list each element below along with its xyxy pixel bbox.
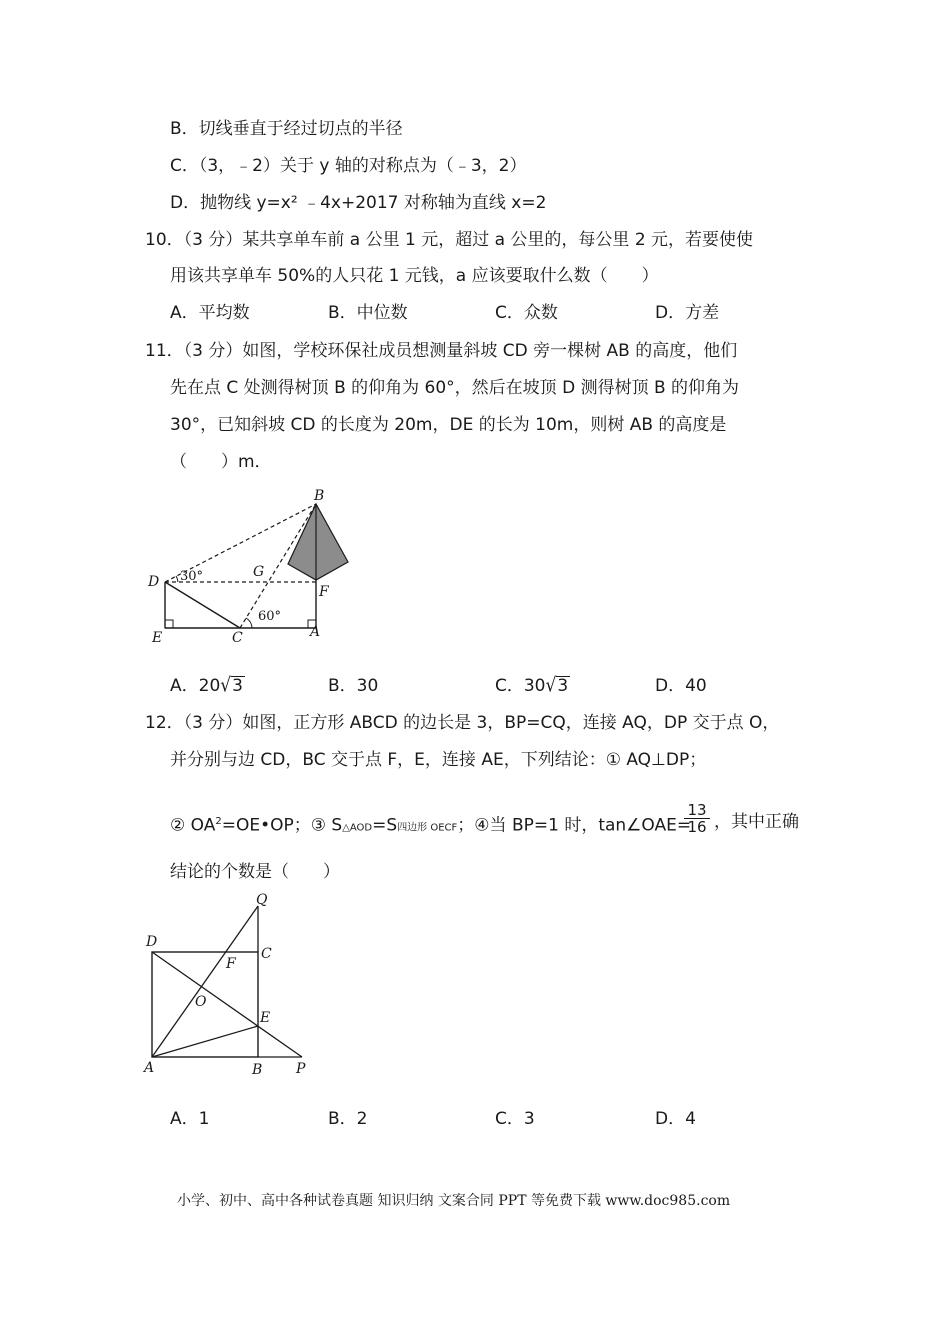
q12-subscript-aod: △AOD xyxy=(342,822,373,834)
sqrt-icon: √ xyxy=(220,674,232,698)
q11-label-a: A xyxy=(310,624,321,640)
q11-option-c-radicand: 3 xyxy=(557,676,569,696)
q11-figure-slope-tree xyxy=(140,482,370,652)
q11-option-b: B．30 xyxy=(328,676,379,696)
q12-label-f: F xyxy=(226,956,236,972)
q12-stem-line2: 并分别与边 CD，BC 交于点 F，E，连接 AE，下列结论：① AQ⊥DP； xyxy=(170,750,707,770)
q12-label-b: B xyxy=(252,1062,263,1078)
page-footer: 小学、初中、高中各种试卷真题 知识归纳 文案合同 PPT 等免费下载 www.doc985.com xyxy=(177,1193,731,1209)
q12-conclusion-2-rest: =OE•OP；③ S xyxy=(221,815,343,836)
q9-option-b: B．切线垂直于经过切点的半径 xyxy=(170,119,403,139)
q12-fraction-numerator: 13 xyxy=(687,801,707,819)
q12-label-p: P xyxy=(296,1061,306,1077)
q10-option-c: C．众数 xyxy=(495,303,558,323)
q10-stem-line2: 用该共享单车 50%的人只花 1 元钱，a 应该要取什么数（ ） xyxy=(170,266,659,286)
q12-conclusion-3-mid: =S xyxy=(372,815,398,836)
q12-figure-square xyxy=(140,888,320,1083)
q12-label-c: C xyxy=(261,946,272,962)
q11-option-a-radicand: 3 xyxy=(232,676,243,696)
q11-label-c: C xyxy=(232,630,243,646)
q9-option-c: C．（3，﹣2）关于 y 轴的对称点为（﹣3，2） xyxy=(170,156,527,176)
q9-option-d: D．抛物线 y=x² ﹣4x+2017 对称轴为直线 x=2 xyxy=(170,193,547,213)
q10-option-b: B．中位数 xyxy=(328,303,408,323)
q12-stem-line3 xyxy=(170,811,691,840)
q12-conclusion-4: ；④当 BP=1 时，tan∠OAE= xyxy=(457,815,692,836)
q12-label-e: E xyxy=(260,1010,271,1026)
q11-label-e: E xyxy=(152,630,163,646)
q12-option-d: D．4 xyxy=(655,1109,696,1129)
q12-subscript-oecf: 四边形 OECF xyxy=(397,822,458,834)
q11-label-d: D xyxy=(148,574,160,590)
q11-stem-line2: 先在点 C 处测得树顶 B 的仰角为 60°，然后在坡顶 D 测得树顶 B 的仰角为 xyxy=(170,378,740,398)
q12-fraction xyxy=(684,802,710,835)
q11-option-a-text: A．20 xyxy=(170,676,221,696)
q10-stem-line1: 10．（3 分）某共享单车前 a 公里 1 元，超过 a 公里的，每公里 2 元，若要使使 xyxy=(145,230,754,250)
q12-label-o: O xyxy=(195,994,207,1010)
q12-option-a: A．1 xyxy=(170,1109,210,1129)
q11-stem-line4: （ ）m． xyxy=(170,452,272,472)
q12-fraction-denominator: 16 xyxy=(687,818,707,836)
q12-superscript: 2 xyxy=(215,816,222,827)
q11-stem-line3: 30°，已知斜坡 CD 的长度为 20m，DE 的长为 10m，则树 AB 的高度是 xyxy=(170,415,727,435)
q11-label-g: G xyxy=(253,564,265,580)
q11-stem-line1: 11．（3 分）如图，学校环保社成员想测量斜坡 CD 旁一棵树 AB 的高度，他们 xyxy=(145,341,738,361)
q12-conclusion-2: ② OA xyxy=(170,815,216,836)
q10-option-d: D．方差 xyxy=(655,303,720,323)
q12-stem-line1: 12．（3 分）如图，正方形 ABCD 的边长是 3，BP=CQ，连接 AQ，DP 交于点 O， xyxy=(145,713,780,733)
q11-angle-30: 30° xyxy=(180,569,204,584)
sqrt-icon: √ xyxy=(545,674,557,698)
q12-option-b: B．2 xyxy=(328,1109,368,1129)
q12-stem-line4: 结论的个数是（ ） xyxy=(170,862,340,882)
q11-option-d: D．40 xyxy=(655,676,707,696)
q11-label-b: B xyxy=(314,488,325,504)
q11-option-a xyxy=(170,675,245,697)
q10-option-a: A．平均数 xyxy=(170,303,250,323)
q11-option-c-text: C．30 xyxy=(495,676,546,696)
q12-option-c: C．3 xyxy=(495,1109,535,1129)
q12-label-a: A xyxy=(144,1060,155,1076)
q11-label-f: F xyxy=(319,584,329,600)
q12-stem-line3-tail: ，其中正确 xyxy=(714,812,799,832)
q11-option-c xyxy=(495,675,570,697)
q12-label-q: Q xyxy=(256,892,268,908)
q11-angle-60: 60° xyxy=(258,609,282,624)
q12-label-d: D xyxy=(146,934,158,950)
